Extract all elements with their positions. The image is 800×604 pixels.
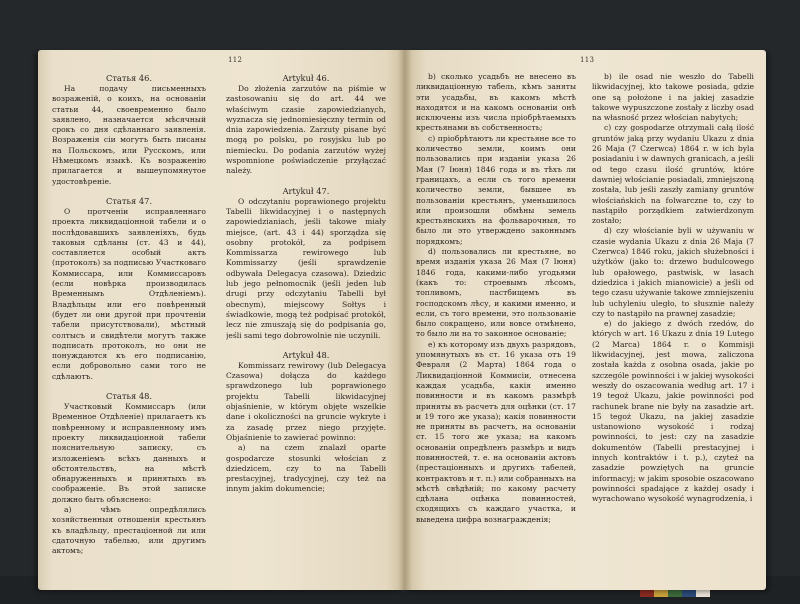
article-text: Kommissarz rewirowy (lub Delegacya Czasowa) dołącza do każdego sprawdzonego lub poprawionego projektu Tabelli likwidacyjnej objaśnienie, w którym objęte wszelkie dane i okoliczności na gruncie wykryte i za zasadę przez niego przyjęte. Objaśnienie to zawierać powinno: bbox=[226, 360, 386, 442]
page-number: 113 bbox=[580, 56, 595, 64]
article-heading: Статья 46. bbox=[105, 73, 153, 83]
article-text: Участковый Коммиссаръ (или Временное Отдѣленіе) прилагаетъ къ повѣренному и исправленному имъ проекту ликвидаціонной табели пояснительную записку, съ изложеніемъ всѣхъ данныхъ и обстоятельствъ, на мѣстѣ обнаруженныхъ и принятыхъ въ соображеніе. Въ этой записке должно быть объяснено: bbox=[52, 402, 206, 504]
article-item: e) do jakiego z dwóch rzedów, do których w art. 16 Ukazu z dnia 19 Lutego (2 Marca) 1864 r. o Kommisji likwidacyjnej, jest mowa, zaliczona została każda z osobna osada, jakie po szczególe powinności i w jakiej wysokości weszły do oszacowania według art. 17 i 19 tegoż Ukazu, jakie powinności pod rachunek brane nie były na zasadzie art. 15 tegoż Ukazu, na jakiej zasadzie ustanowiono wysokość i rodzaj powinności, to jest: czy na zasadzie dokumentów (Tabelli prestacyjnej i innych kontraktów i t. p.), czyteż na zasadzie powziętych na gruncie informacyj; w jakim sposobie oszacowano powinności spadające z każdej osady i wyrachowano wysokość wynagrodzenia, i bbox=[592, 319, 754, 504]
article-item: a) na czem znalazł oparte gospodarcze stosunki włościan z dziedzicem, czy to na Tabelli prestacyjnej, tradycyjnej, czy też na innym jakim dokumencie; bbox=[226, 443, 386, 494]
russian-column bbox=[416, 72, 576, 525]
article-item: с) пріобрѣтаютъ ли крестьяне все то количество земли, коимъ они пользовались при изданіи указа 26 Мая (7 Іюня) 1846 года и въ тѣхъ ли границахъ, а если съ того времени количество земли, бывшее въ пользованіи крестьянъ, уменьшилось или произошли обмѣны земель крестьянскихъ на фольварочныя, то было ли это утверждено законнымъ порядкомъ; bbox=[416, 133, 576, 246]
article-heading: Artykuł 47. bbox=[282, 185, 330, 196]
page-number: 112 bbox=[228, 56, 243, 64]
polish-column bbox=[592, 72, 754, 504]
article-item: d) czy włościanie byli w używaniu w czasie wydania Ukazu z dnia 26 Maja (7 Czerwca) 1846 roku, jakich służebności i użytków (jako to: drzewo budulcowego lub opałowego, pastwisk, w lasach dziedzica i jakich mianowicie) a jeśli od tego czasu używanie takowe zmniejszeniu lub uchyleniu uległo, to słusznie należy czy to nastąpiło na prawnej zasadzie; bbox=[592, 226, 754, 318]
article-item: c) czy gospodarze otrzymali całą ilość gruntów jaką przy wydaniu Ukazu z dnia 26 Maja (7 Czerwca) 1864 r. w ich byla posiadaniu i w dawnych granicach, a jeśli od tego czasu ilość gruntów, które dawniej włościanie posiadali, zmniejszoną została, lub jeśli zaszły zamiany gruntów włościańskich na folwarczne to, czy to nastąpiło porządkiem zatwierdzonym zostało; bbox=[592, 123, 754, 226]
article-item: b) ile osad nie weszło do Tabelli likwidacyjnej, kto takowe posiada, gdzie one są położone i na jakiej zasadzie takowe wypuszczone zostały z liczby osad na własność przez włościan nabytych; bbox=[592, 72, 754, 123]
russian-column bbox=[52, 72, 206, 556]
left-page bbox=[38, 50, 404, 590]
article-heading: Статья 47. bbox=[105, 195, 153, 206]
open-book bbox=[38, 50, 766, 590]
article-item: b) сколько усадьбъ не внесено въ ликвидаціонную табель, кѣмъ заняты эти усадьбы, въ какомъ мѣстѣ находятся и на какомъ основаніи онѣ исключены изъ числа пріобрѣтаемыхъ крестьянами въ собственность; bbox=[416, 72, 576, 133]
article-text: Do złożenia zarzutów na piśmie w zastosowaniu się do art. 44 we właściwym czasie zapowiedzianych, wyznacza się jednomiesięczny termin od dnia zapowiedzenia. Zarzuty pisane być mogą po polsku, po rosyjsku lub po niemiecku. Do podania zarzutów wyżej wspomnione poświadczenie przyłączać należy. bbox=[226, 84, 386, 176]
right-page bbox=[404, 50, 766, 590]
article-heading: Artykuł 48. bbox=[282, 349, 330, 360]
article-item: d) пользовались ли крестьяне, во время изданія указа 26 Мая (7 Іюня) 1846 года, какими-либо угодьями (какъ то: строевымъ лѣсомъ, топливомъ, пастбищемъ въ господскомъ лѣсу, и какими именно, и если, съ того времени, это пользованіе было сокращено, или вовсе отмѣнено, то было ли на то законное основаніе; bbox=[416, 247, 576, 339]
polish-column bbox=[226, 72, 386, 495]
article-item: а) чѣмъ опредѣлялись хозяйственныя отношенія крестьянъ къ владѣльцу, престаціонной ли или сдаточную табелью, или другимъ актомъ; bbox=[52, 504, 206, 556]
article-heading: Artykuł 46. bbox=[282, 73, 330, 83]
article-text: На подачу письменныхъ возраженій, о коихъ, на основаніи статьи 44, своевременно было заявлено, назначается мѣсячный срокъ со дня сдѣланнаго заявленія. Возраженія сіи могутъ быть писаны на Польскомъ, или Русскомъ, или Нѣмецкомъ языкѣ. Къ возраженію прилагается и вышеупомянутое удостовѣреніе. bbox=[52, 84, 206, 186]
article-text: О протченіи исправленнаго проекта ликвидаціонной табели и о послѣдовавшихъ заявленіяхъ, будь таковыя сдѣланы (ст. 43 и 44), составляется особый актъ (протоколъ) за подписью Участковаго Коммиссара, или Коммиссаровъ (если новѣрка производилась Временнымъ Отдѣленіемъ). Владѣльцы или его повѣренный (будет ли они другой при прочтеніи табели присутствовали), мѣстный солтысъ и свидѣтели могутъ также подписать протоколъ, но они не понуждаются къ его подписанію, если добровольно сами того не сдѣлаютъ. bbox=[52, 206, 206, 381]
article-item: е) къ которому изъ двухъ разрядовъ, упомянутыхъ въ ст. 16 указа отъ 19 Февраля (2 Марта) 1864 года о Ликвидаціонной Коммисіи, отнесена каждая усадьба, какія именно повинности и въ какомъ размѣрѣ приняты въ расчетъ для оцѣнки (ст. 17 и 19 того же указа); какія повинности не приняты въ расчетъ, на основаніи ст. 15 того же указа; на какомъ основаніи опредѣленъ размѣръ и видъ повинностей, т. е. на основаніи актовъ (престаціонныхъ и другихъ табелей, контрактовъ и т. п.) или собранныхъ на мѣстѣ свѣдѣній; по какому расчету сдѣлана оцѣнка повинностей, сходящихъ съ каждаго участка, и выведена цифра вознагражденія; bbox=[416, 339, 576, 524]
article-heading: Статья 48. bbox=[105, 391, 153, 402]
article-text: O odczytaniu poprawionego projektu Tabelli likwidacyjnej i o następnych zapowiedzianiach, jeśli takowe miały miejsce, (art. 43 i 44) sporządza się osobny protokół, za podpisem Kommissarza rewirowego lub Kommissarzy (jeśli sprawdzenie odbywała Delegacya czasowa). Dziedzic lub jego pełnomocnik (jeśli jeden lub drugi przy odczytaniu Tabelli był obecnym), miejscowy Sołtys i świadkowie, mogą też podpisać protokół, lecz nie zmuszają się do podpisania go, jeśli sami tego dobrowolnie nie uczynili. bbox=[226, 196, 386, 340]
